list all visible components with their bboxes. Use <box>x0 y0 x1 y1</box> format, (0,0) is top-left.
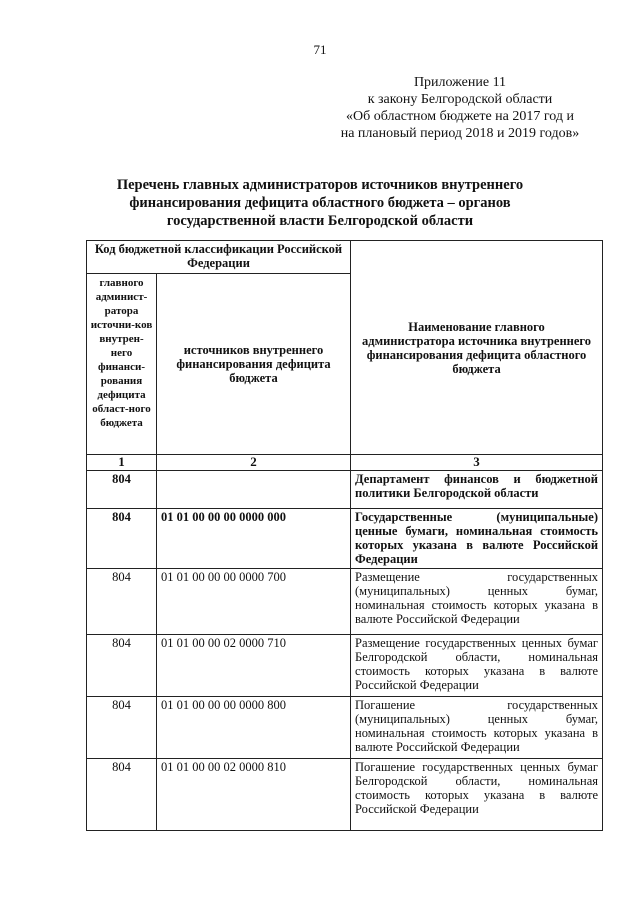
title-line: Перечень главных администраторов источников внутреннего <box>116 177 524 193</box>
column-number: 3 <box>351 455 603 471</box>
table-row <box>87 697 603 759</box>
table-row <box>87 759 603 831</box>
administrator-name-cell: Размещение государственных (муниципальных) ценных бумаг, номинальная стоимость которых указана в валюте Российской Федерации <box>351 569 603 635</box>
admin-code-cell: 804 <box>87 569 157 635</box>
admin-code-cell: 804 <box>87 697 157 759</box>
table-row <box>87 635 603 697</box>
header-budget-classification: Код бюджетной классификации Российской Федерации <box>87 241 351 274</box>
admin-code-cell: 804 <box>87 509 157 569</box>
table-row <box>87 569 603 635</box>
administrator-name-cell: Государственные (муниципальные) ценные бумаги, номинальная стоимость которых указана в валюте Российской Федерации <box>351 509 603 569</box>
title-line: государственной власти Белгородской области <box>166 213 474 229</box>
document-title <box>60 176 580 230</box>
column-number: 2 <box>157 455 351 471</box>
title-line: финансирования дефицита областного бюджета – органов <box>129 195 511 211</box>
administrator-name-cell: Размещение государственных ценных бумаг Белгородской области, номинальная стоимость которых указана в валюте Российской Федерации <box>351 635 603 697</box>
page-number: 71 <box>313 42 327 57</box>
appendix-line: на плановый период 2018 и 2019 годов» <box>340 126 580 141</box>
header-administrator-name: Наименование главного администратора источника внутреннего финансирования дефицита областного бюджета <box>351 241 603 455</box>
column-number: 1 <box>87 455 157 471</box>
admin-code-cell: 804 <box>87 635 157 697</box>
admin-code-cell: 804 <box>87 471 157 509</box>
source-code-cell: 01 01 00 00 00 0000 000 <box>157 509 351 569</box>
appendix-line: «Об областном бюджете на 2017 год и <box>346 109 574 124</box>
source-code-cell: 01 01 00 00 00 0000 800 <box>157 697 351 759</box>
administrator-name-cell: Департамент финансов и бюджетной политики Белгородской области <box>351 471 603 509</box>
administrator-name-cell: Погашение государственных (муниципальных) ценных бумаг, номинальная стоимость которых указана в валюте Российской Федерации <box>351 697 603 759</box>
table-row <box>87 509 603 569</box>
header-admin-code: главного админист-ратора источни-ков внутрен-него финанси-рования дефицита област-ного бюджета <box>87 274 157 455</box>
appendix-header <box>300 74 620 142</box>
admin-code-cell: 804 <box>87 759 157 831</box>
table-header-row <box>87 241 603 274</box>
source-code-cell: 01 01 00 00 02 0000 710 <box>157 635 351 697</box>
appendix-line: к закону Белгородской области <box>367 92 553 107</box>
source-code-cell <box>157 471 351 509</box>
administrators-table <box>86 240 603 831</box>
source-code-cell: 01 01 00 00 02 0000 810 <box>157 759 351 831</box>
header-source-code: источников внутреннего финансирования дефицита бюджета <box>157 274 351 455</box>
administrator-name-cell: Погашение государственных ценных бумаг Белгородской области, номинальная стоимость которых указана в валюте Российской Федерации <box>351 759 603 831</box>
column-number-row <box>87 455 603 471</box>
source-code-cell: 01 01 00 00 00 0000 700 <box>157 569 351 635</box>
table-row <box>87 471 603 509</box>
appendix-line: Приложение 11 <box>413 75 507 90</box>
